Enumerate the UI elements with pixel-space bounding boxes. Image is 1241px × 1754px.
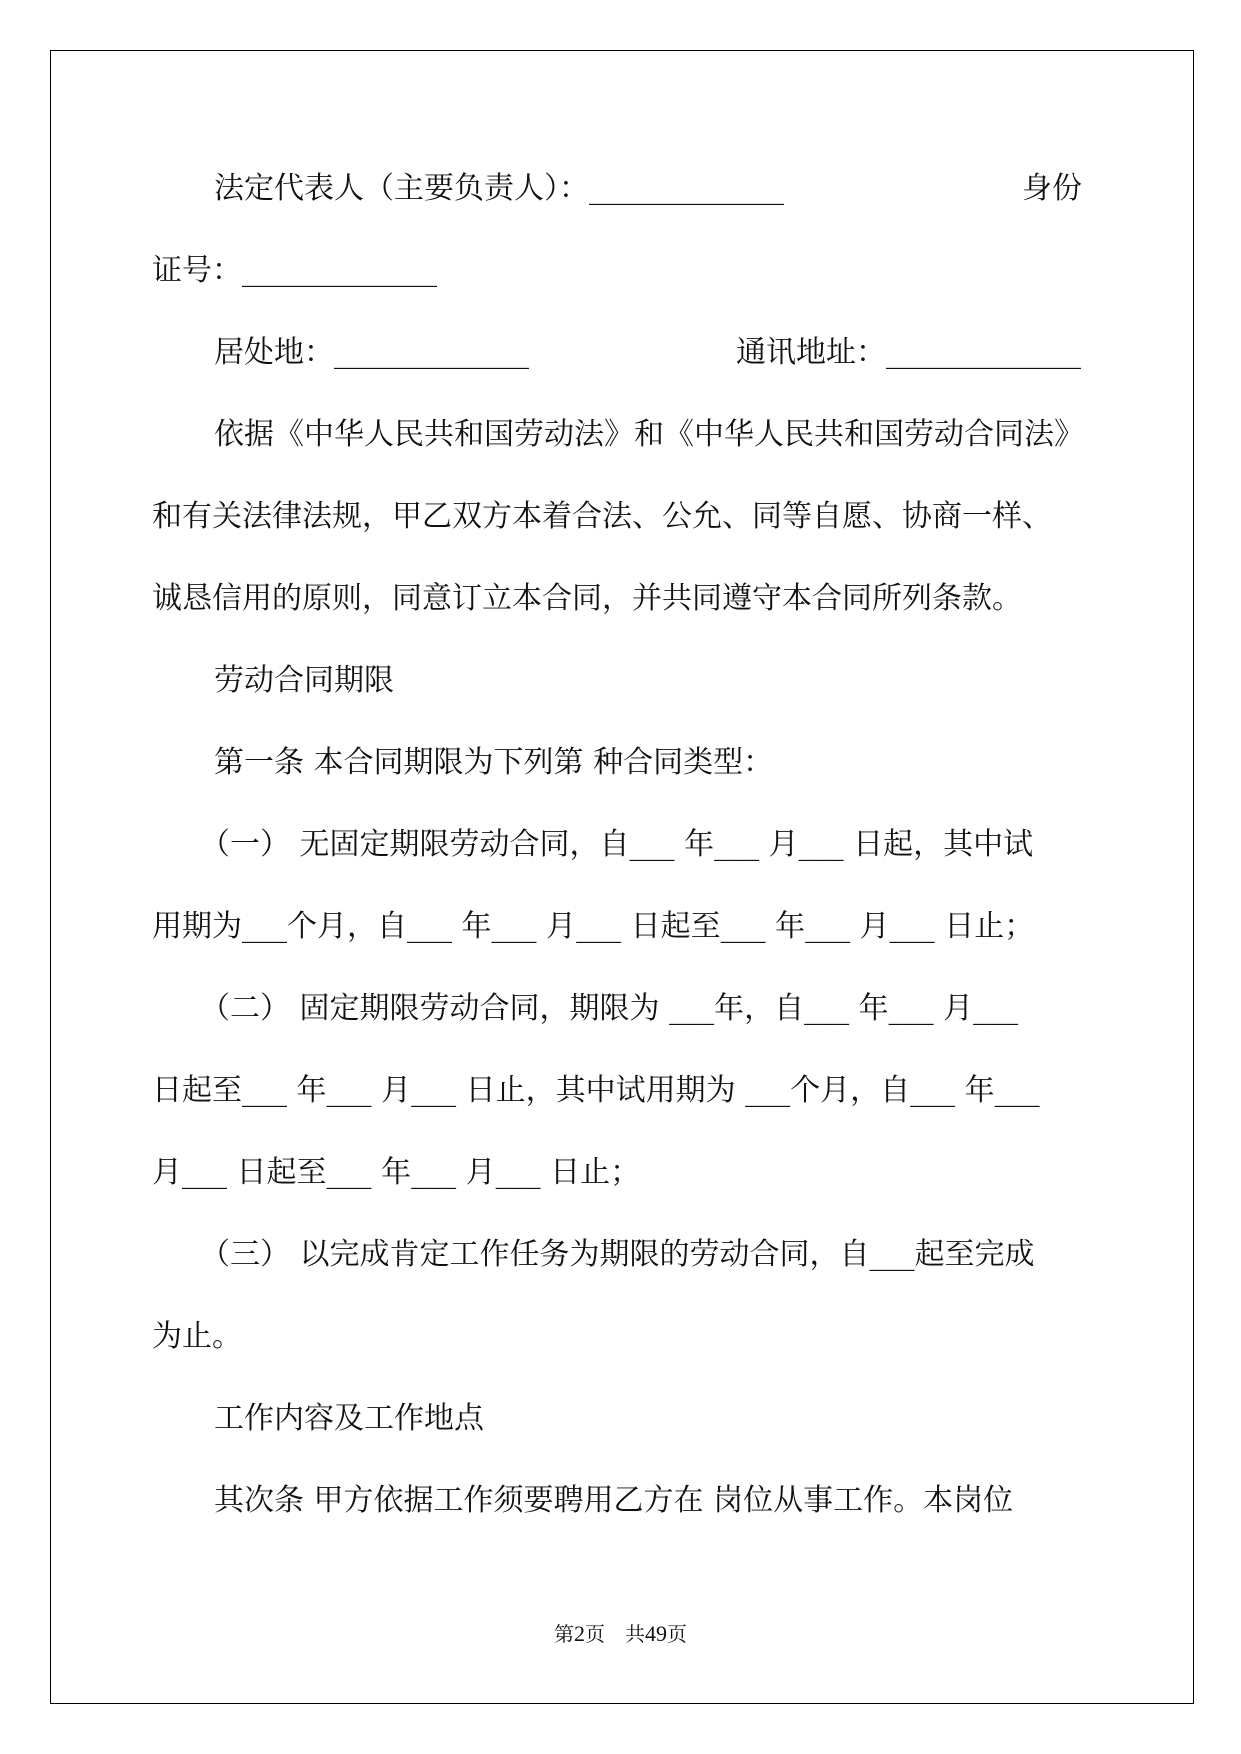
text-line: 诚恳信用的原则，同意订立本合同，并共同遵守本合同所列条款。 <box>152 581 1022 616</box>
page-current: 2 <box>574 1621 585 1646</box>
page-border <box>50 50 1194 1704</box>
text-line: 证号：_____________ <box>152 253 437 288</box>
text-line: 第一条 本合同期限为下列第 种合同类型： <box>214 745 774 780</box>
section-heading: 劳动合同期限 <box>214 663 394 698</box>
text-line: 身份 <box>1022 171 1082 206</box>
text-line: （三） 以完成肯定工作任务为期限的劳动合同，自___起至完成 <box>200 1237 1035 1272</box>
page-suffix: 页 <box>667 1624 687 1646</box>
page-prefix: 第 <box>554 1624 574 1646</box>
text-line: 为止。 <box>152 1319 242 1354</box>
page-footer <box>0 1618 1241 1647</box>
text-line: 月___ 日起至___ 年___ 月___ 日止； <box>152 1155 641 1190</box>
section-heading: 工作内容及工作地点 <box>214 1401 484 1436</box>
text-line: 其次条 甲方依据工作须要聘用乙方在 岗位从事工作。本岗位 <box>214 1483 1014 1518</box>
text-line: 居处地：_____________ <box>214 335 529 370</box>
text-line: 通讯地址：_____________ <box>736 335 1081 370</box>
text-line: （二） 固定期限劳动合同，期限为 ___年，自___ 年___ 月___ <box>200 991 1019 1026</box>
text-line: 法定代表人（主要负责人）：_____________ <box>214 171 784 206</box>
text-line: 依据《中华人民共和国劳动法》和《中华人民共和国劳动合同法》 <box>214 417 1084 452</box>
page-total: 49 <box>645 1621 667 1646</box>
page-mid: 页 共 <box>585 1624 645 1646</box>
text-line: （一） 无固定期限劳动合同，自___ 年___ 月___ 日起，其中试 <box>200 827 1034 862</box>
text-line: 日起至___ 年___ 月___ 日止，其中试用期为 ___个月，自___ 年___ <box>152 1073 1040 1108</box>
text-line: 用期为___个月，自___ 年___ 月___ 日起至___ 年___ 月___ 日止； <box>152 909 1035 944</box>
text-line: 和有关法律法规，甲乙双方本着合法、公允、同等自愿、协商一样、 <box>152 499 1052 534</box>
